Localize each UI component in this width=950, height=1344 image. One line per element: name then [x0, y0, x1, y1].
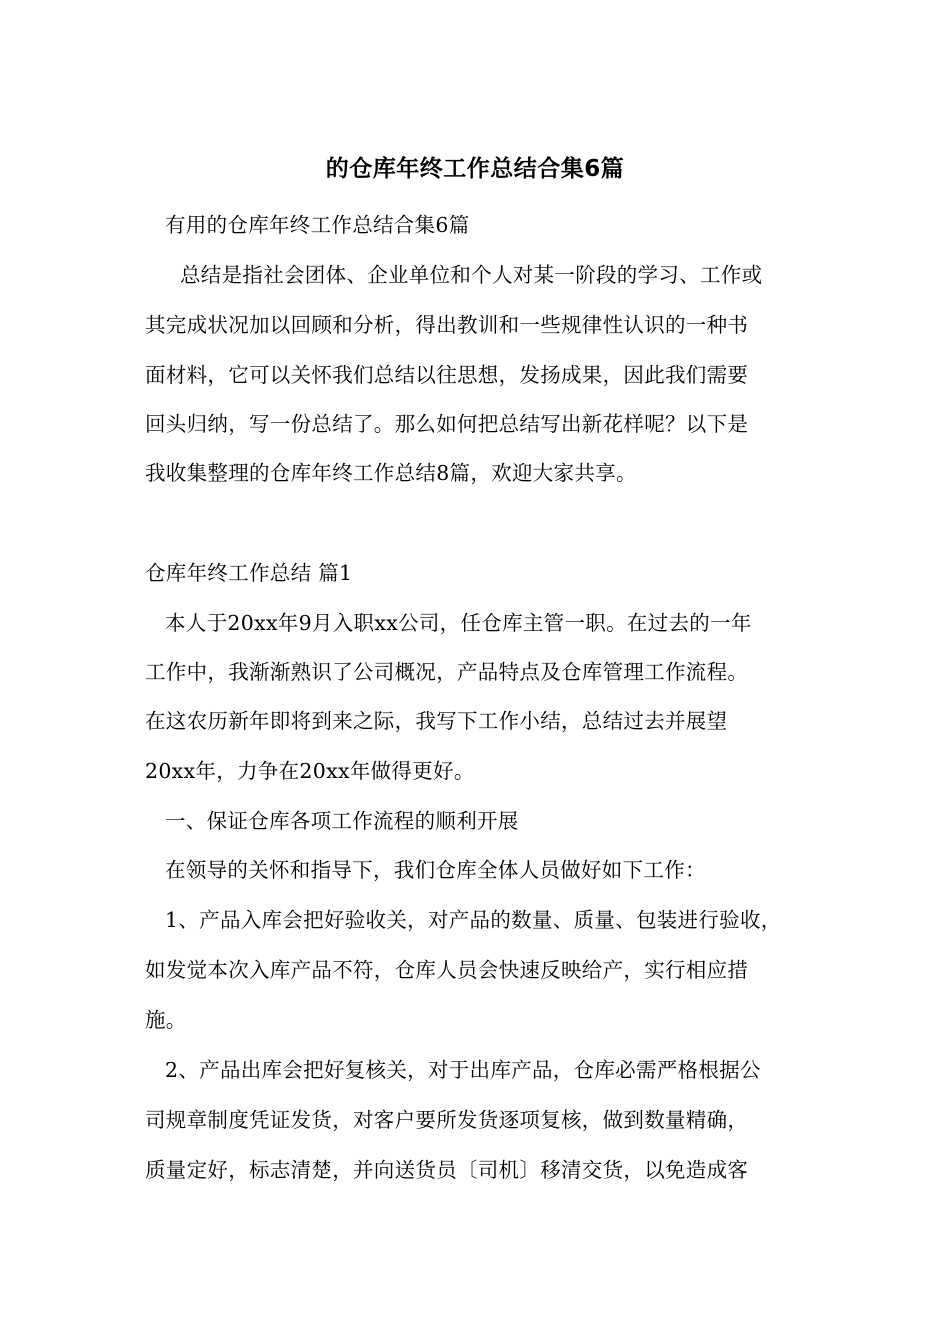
para1-line-1: 本人于20xx年9月入职xx公司，任仓库主管一职。在过去的一年 [165, 611, 752, 635]
intro-line-5: 我收集整理的仓库年终工作总结8篇，欢迎大家共享。 [145, 461, 637, 485]
item2-line-1: 2、产品出库会把好复核关，对于出库产品，仓库必需严格根据公 [165, 1058, 761, 1082]
item2-line-2: 司规章制度凭证发货，对客户要所发货逐项复核，做到数量精确， [145, 1108, 749, 1132]
item1-line-1: 1、产品入库会把好验收关，对产品的数量、质量、包装进行验收， [165, 908, 782, 932]
para1-line-3: 在这农历新年即将到来之际，我写下工作小结，总结过去并展望 [145, 709, 728, 733]
item2-line-3: 质量定好，标志清楚，并向送货员〔司机〕移清交货，以免造成客 [145, 1158, 749, 1182]
intro-line-1: 总结是指社会团体、企业单位和个人对某一阶段的学习、工作或 [180, 263, 763, 287]
intro-line-3: 面材料，它可以关怀我们总结以往思想，发扬成果，因此我们需要 [145, 363, 749, 387]
document-title: 的仓库年终工作总结合集6篇 [325, 156, 625, 182]
para1-line-4: 20xx年，力争在20xx年做得更好。 [145, 759, 475, 783]
intro-line-2: 其完成状况加以回顾和分析，得出教训和一些规律性认识的一种书 [145, 313, 749, 337]
intro-line-4: 回头归纳，写一份总结了。那么如何把总结写出新花样呢？以下是 [145, 412, 749, 436]
subheading-1: 一、保证仓库各项工作流程的顺利开展 [165, 809, 519, 833]
item1-line-2: 如发觉本次入库产品不符，仓库人员会快速反映给产，实行相应措 [145, 958, 749, 982]
para2-line: 在领导的关怀和指导下，我们仓库全体人员做好如下工作： [165, 858, 706, 882]
item1-line-3: 施。 [145, 1008, 187, 1032]
para1-line-2: 工作中，我渐渐熟识了公司概况，产品特点及仓库管理工作流程。 [145, 660, 749, 684]
document-subtitle: 有用的仓库年终工作总结合集6篇 [165, 213, 470, 237]
section-heading: 仓库年终工作总结 篇1 [145, 561, 353, 585]
